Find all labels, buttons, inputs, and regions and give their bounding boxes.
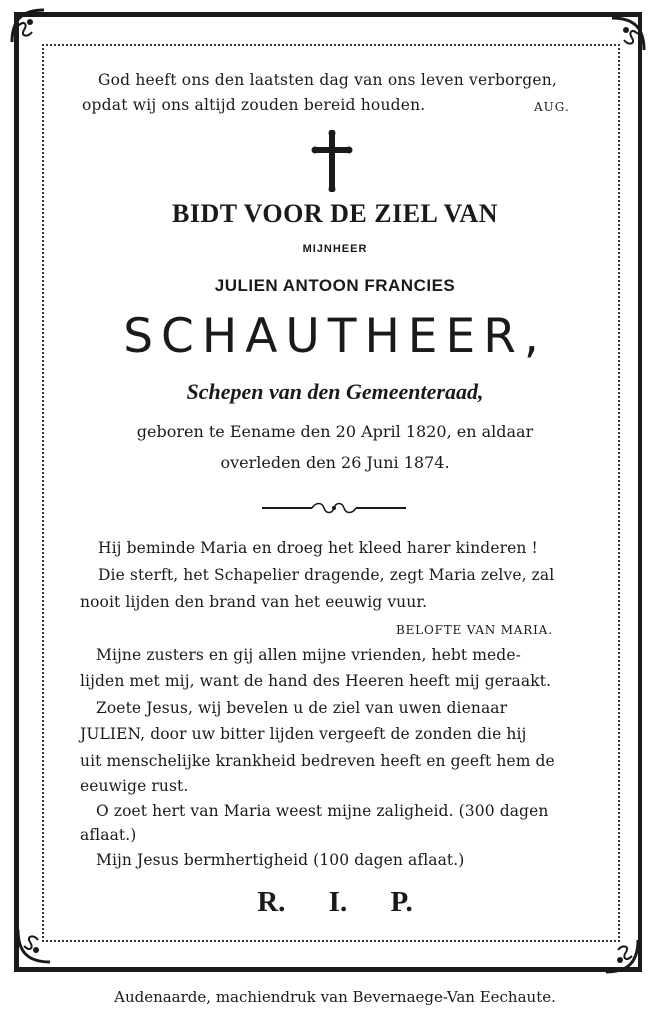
given-names: JULIEN ANTOON FRANCIES <box>214 276 456 295</box>
body-attribution: BELOFTE VAN MARIA. <box>396 623 553 637</box>
body-line: nooit lijden den brand van het eeuwig vuur. <box>80 593 428 611</box>
corner-flourish-bottom-left-icon <box>14 926 54 966</box>
corner-flourish-top-left-icon <box>8 6 48 46</box>
body-line: JULIEN, door uw bitter lijden vergeeft de zonden die hij <box>80 725 527 743</box>
quote-line-1: God heeft ons den laatsten dag van ons leven verborgen, <box>98 71 558 89</box>
body-line: Die sterft, het Schapelier dragende, zegt Maria zelve, zal <box>98 566 555 584</box>
body-line: Mijne zusters en gij allen mijne vrienden, hebt mede- <box>96 646 521 664</box>
latin-cross-icon <box>311 130 353 192</box>
body-line: aflaat.) <box>80 826 137 844</box>
body-line: Zoete Jesus, wij bevelen u de ziel van uwen dienaar <box>96 699 508 717</box>
corner-flourish-bottom-right-icon <box>602 936 642 976</box>
quote-line-2: opdat wij ons altijd zouden bereid houden. <box>82 96 426 114</box>
body-line: lijden met mij, want de hand des Heeren heeft mij geraakt. <box>80 672 552 690</box>
flourish-divider-icon <box>262 500 406 516</box>
body-line: uit menschelijke krankheid bedreven heeft en geeft hem de <box>80 752 555 770</box>
rip-closing: R. I. P. <box>257 886 413 918</box>
body-line: Mijn Jesus bermhertigheid (100 dagen aflaat.) <box>96 851 465 869</box>
body-line: Hij beminde Maria en droeg het kleed harer kinderen ! <box>98 539 538 557</box>
death-line: overleden den 26 Juni 1874. <box>220 453 450 472</box>
corner-flourish-top-right-icon <box>608 14 648 54</box>
printer-imprint: Audenaarde, machiendruk van Bevernaege-Van Eechaute. <box>114 988 556 1006</box>
body-line: O zoet hert van Maria weest mijne zaligheid. (300 dagen <box>96 802 549 820</box>
birth-line: geboren te Eename den 20 April 1820, en aldaar <box>136 422 534 441</box>
surname: SCHAUTHEER, <box>123 309 547 364</box>
function-title: Schepen van den Gemeenteraad, <box>186 379 484 404</box>
quote-source: AUG. <box>534 100 570 114</box>
body-line: eeuwige rust. <box>80 777 189 795</box>
honorific-title: MIJNHEER <box>302 243 368 255</box>
prayer-heading: BIDT VOOR DE ZIEL VAN <box>172 199 498 228</box>
